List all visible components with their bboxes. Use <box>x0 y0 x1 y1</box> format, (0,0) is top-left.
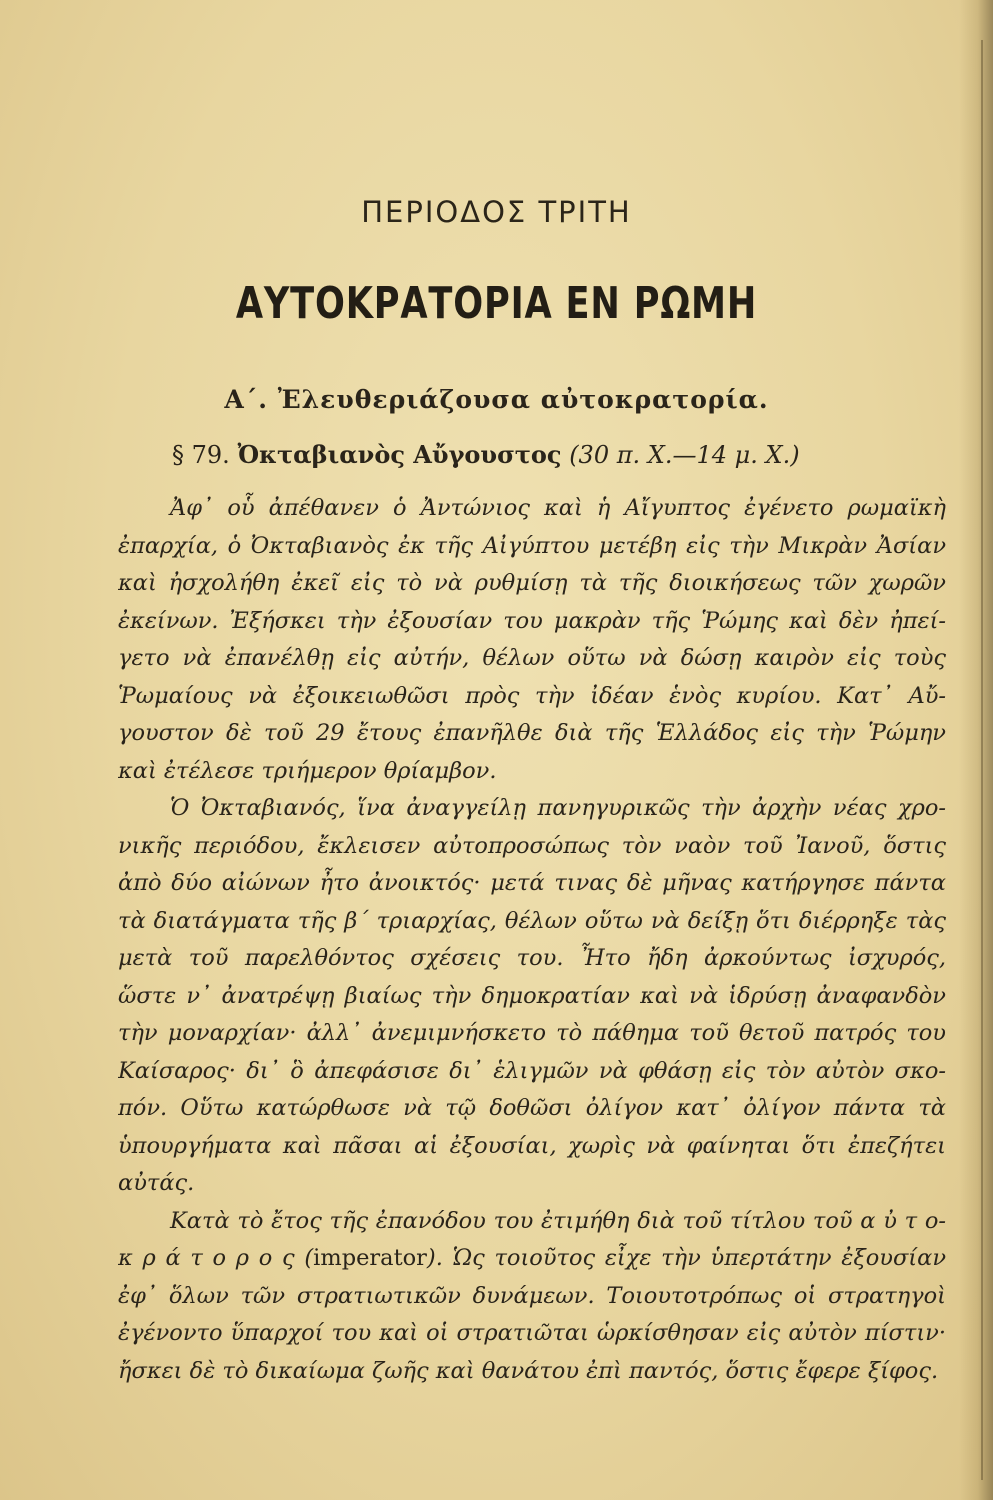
chapter-subheading: Α΄. Ἐλευθεριάζουσα αὐτοκρατορία. <box>224 385 769 414</box>
text-line: Καίσαρος· δι᾽ ὃ ἀπεφάσισε δι᾽ ἑλιγμῶν νὰ φθάσῃ εἰς τὸν αὐτὸν σκο- <box>118 1057 946 1084</box>
text-line: Ὁ Ὀκταβιανός, ἵνα ἀναγγείλῃ πανηγυρικῶς τὴν ἀρχὴν νέας χρο- <box>170 795 946 821</box>
text-line: ἐγένοντο ὕπαρχοί του καὶ οἱ στρατιῶται ὡρκίσθησαν εἰς αὐτὸν πίστιν· <box>118 1320 946 1346</box>
text-line: τὰ διατάγματα τῆς β΄ τριαρχίας, θέλων οὕτω νὰ δείξῃ ὅτι διέρρηξε τὰς <box>118 907 946 934</box>
section-number: § 79. <box>172 441 230 469</box>
text-line: τὴν μοναρχίαν· ἀλλ᾽ ἀνεμιμνήσκετο τὸ πάθημα τοῦ θετοῦ πατρός του <box>118 1020 946 1046</box>
period-heading: ΠΕΡΙΟΔΟΣ ΤΡΙΤΗ <box>361 195 632 229</box>
text-line: ἐκείνων. Ἐξήσκει τὴν ἐξουσίαν του μακρὰν τῆς Ῥώμης καὶ δὲν ἠπεί- <box>118 607 946 634</box>
page-edge-line <box>981 40 983 1480</box>
text-line: καὶ ἐτέλεσε τριήμερον θρίαμβον. <box>118 757 497 784</box>
text-line: νικῆς περιόδου, ἔκλεισεν αὐτοπροσώπως τὸν ναὸν τοῦ Ἰανοῦ, ὅστις <box>118 832 946 859</box>
text-line: πόν. Οὕτω κατώρθωσε νὰ τῷ δοθῶσι ὀλίγον κατ᾽ ὀλίγον πάντα τὰ <box>118 1095 946 1121</box>
text-line: Ἀφ᾽ οὗ ἀπέθανεν ὁ Ἀντώνιος καὶ ἡ Αἴγυπτος ἐγένετο ρωμαϊκὴ <box>170 495 946 521</box>
text-line: ὥστε ν᾽ ἀνατρέψῃ βιαίως τὴν δημοκρατίαν καὶ νὰ ἱδρύσῃ ἀναφανδὸν <box>118 982 946 1009</box>
text-line: ἐπαρχία, ὁ Ὀκταβιανὸς ἐκ τῆς Αἰγύπτου μετέβη εἰς τὴν Μικρὰν Ἀσίαν <box>118 532 946 559</box>
text-line: καὶ ἠσχολήθη ἐκεῖ εἰς τὸ νὰ ρυθμίσῃ τὰ τῆς διοικήσεως τῶν χωρῶν <box>118 570 946 596</box>
section-name: Ὀκταβιανὸς Αὔγουστος <box>237 440 562 469</box>
text-line <box>118 1240 946 1278</box>
text-line: αὐτάς. <box>118 1170 195 1196</box>
text-line: ἤσκει δὲ τὸ δικαίωμα ζωῆς καὶ θανάτου ἐπὶ παντός, ὅστις ἔφερε ξίφος. <box>118 1357 939 1384</box>
section-dates: (30 π. Χ.—14 μ. Χ.) <box>569 441 800 469</box>
latin-word: imperator <box>313 1245 427 1271</box>
text-line: μετὰ τοῦ παρελθόντος σχέσεις του. Ἦτο ἤδη ἀρκούντως ἰσχυρός, <box>118 945 946 971</box>
text-line: γουστον δὲ τοῦ 29 ἔτους ἐπανῆλθε διὰ τῆς Ἑλλάδος εἰς τὴν Ῥώμην <box>118 720 946 746</box>
text-fragment: κ ρ ά τ ο ρ ο ς ( <box>118 1245 314 1271</box>
text-line: Κατὰ τὸ ἔτος τῆς ἐπανόδου του ἐτιμήθη διὰ τοῦ τίτλου τοῦ α ὐ τ ο- <box>170 1207 946 1234</box>
body-text <box>118 490 946 1390</box>
text-line: ἀπὸ δύο αἰώνων ἦτο ἀνοικτός· μετά τινας δὲ μῆνας κατήργησε πάντα <box>118 870 946 896</box>
text-line: ὑπουργήματα καὶ πᾶσαι αἱ ἐξουσίαι, χωρὶς νὰ φαίνηται ὅτι ἐπεζήτει <box>118 1132 946 1159</box>
main-title: ΑΥΤΟΚΡΑΤΟΡΙΑ ΕΝ ΡΩΜΗ <box>235 278 758 329</box>
text-line: Ῥωμαίους νὰ ἐξοικειωθῶσι πρὸς τὴν ἰδέαν ἑνὸς κυρίου. Κατ᾽ Αὔ- <box>118 682 946 709</box>
text-line: ἐφ᾽ ὅλων τῶν στρατιωτικῶν δυνάμεων. Τοιουτοτρόπως οἱ στρατηγοὶ <box>118 1282 946 1309</box>
section-heading <box>172 440 800 469</box>
text-fragment: ). Ὡς τοιοῦτος εἶχε τὴν ὑπερτάτην ἐξουσίαν <box>426 1245 946 1271</box>
text-line: γετο νὰ ἐπανέλθῃ εἰς αὐτήν, θέλων οὕτω νὰ δώσῃ καιρὸν εἰς τοὺς <box>118 645 946 671</box>
